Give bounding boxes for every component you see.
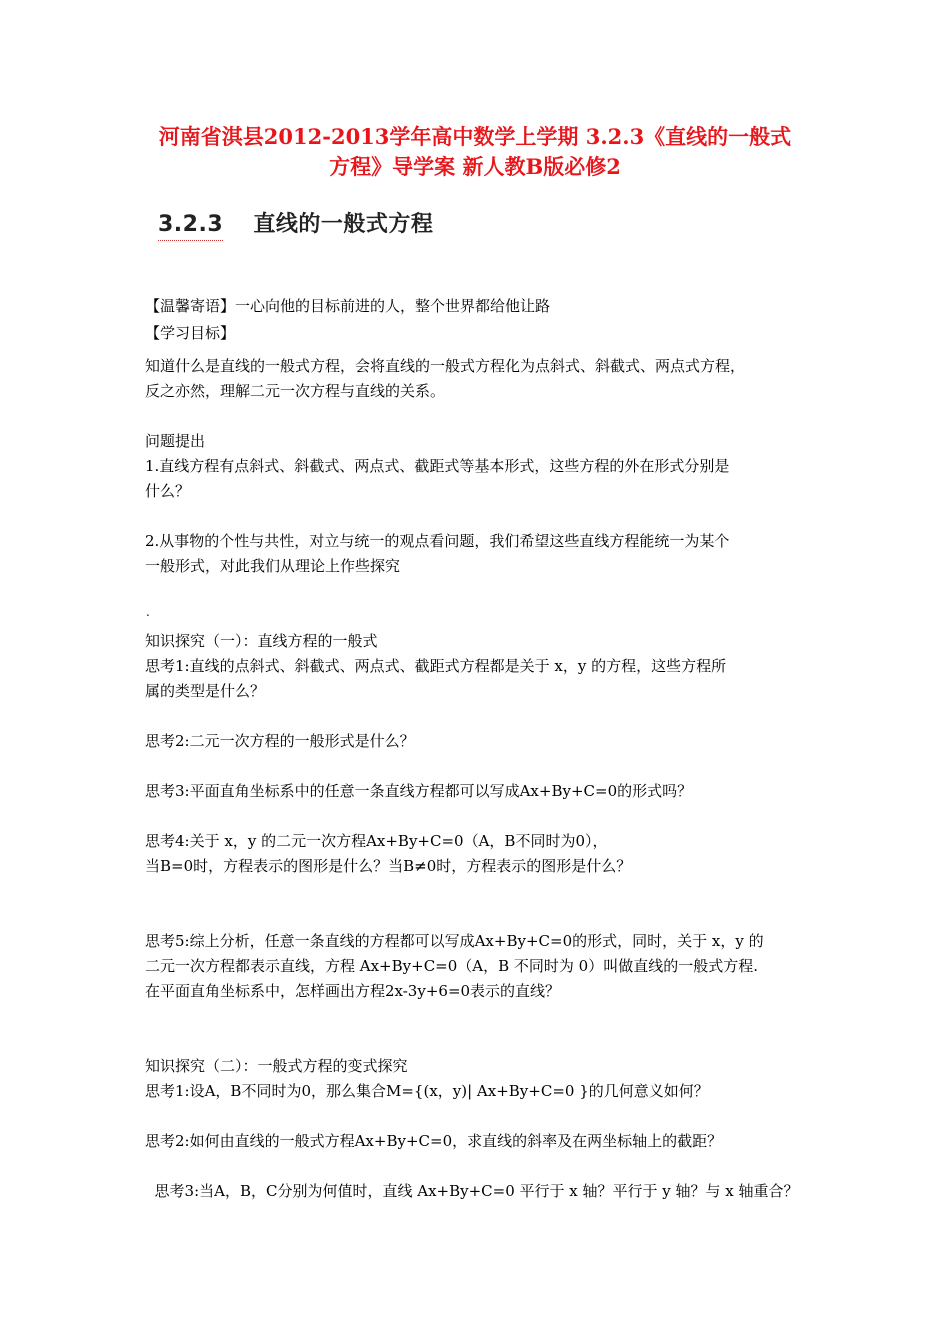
text-line: . [146,605,150,619]
text-line: 思考2:二元一次方程的一般形式是什么？ [145,732,415,750]
text-line: 知识探究（一）：直线方程的一般式 [145,632,378,650]
section-heading [158,207,433,238]
text-line: 问题提出 [145,432,206,450]
text-line: 知识探究（二）：一般式方程的变式探究 [145,1057,408,1075]
text-line: 一般形式，对此我们从理论上作些探究 [145,557,401,575]
section-title: 直线的一般式方程 [253,212,434,237]
text-line: 思考3:当A，B，C分别为何值时，直线 Ax+By+C=0 平行于 x 轴？平行于 y 轴？与 x 轴重合？ [145,1182,799,1200]
text-line: 1.直线方程有点斜式、斜截式、两点式、截距式等基本形式，这些方程的外在形式分别是 [145,457,730,475]
section-number: 3.2.3 [158,212,224,237]
title-line-2: 方程》导学案 新人教B版必修2 [329,154,621,179]
text-line: 思考1:设A，B不同时为0，那么集合M={(x，y)| Ax+By+C=0 }的几何意义如何？ [145,1082,709,1100]
text-line: 什么？ [145,482,191,500]
title-line-1: 河南省淇县2012-2013学年高中数学上学期 3.2.3《直线的一般式 [158,124,792,149]
text-line: 思考1:直线的点斜式、斜截式、两点式、截距式方程都是关于 x，y 的方程，这些方程所 [145,657,727,675]
text-line: 【温馨寄语】一心向他的目标前进的人，整个世界都给他让路 [145,297,551,315]
text-line: 思考2:如何由直线的一般式方程Ax+By+C=0，求直线的斜率及在两坐标轴上的截距？ [145,1132,723,1150]
text-line: 思考5:综上分析，任意一条直线的方程都可以写成Ax+By+C=0的形式，同时，关于 x，y 的 [145,932,764,950]
text-line: 反之亦然，理解二元一次方程与直线的关系。 [145,382,446,400]
document-title [100,122,850,182]
text-line: 思考4:关于 x，y 的二元一次方程Ax+By+C=0（A，B不同时为0）， [145,832,608,850]
text-line: 【学习目标】 [145,324,236,342]
text-line: 在平面直角坐标系中，怎样画出方程2x-3y+6=0表示的直线？ [145,982,561,1000]
text-line: 知道什么是直线的一般式方程，会将直线的一般式方程化为点斜式、斜截式、两点式方程， [145,357,746,375]
text-line: 属的类型是什么？ [145,682,266,700]
text-line: 二元一次方程都表示直线，方程 Ax+By+C=0（A，B 不同时为 0）叫做直线的一般式方程. [145,957,758,975]
text-line: 当B=0时，方程表示的图形是什么？当B≠0时，方程表示的图形是什么？ [145,857,632,875]
text-line: 思考3:平面直角坐标系中的任意一条直线方程都可以写成Ax+By+C=0的形式吗？ [145,782,693,800]
text-line: 2.从事物的个性与共性，对立与统一的观点看问题，我们希望这些直线方程能统一为某个 [145,532,730,550]
